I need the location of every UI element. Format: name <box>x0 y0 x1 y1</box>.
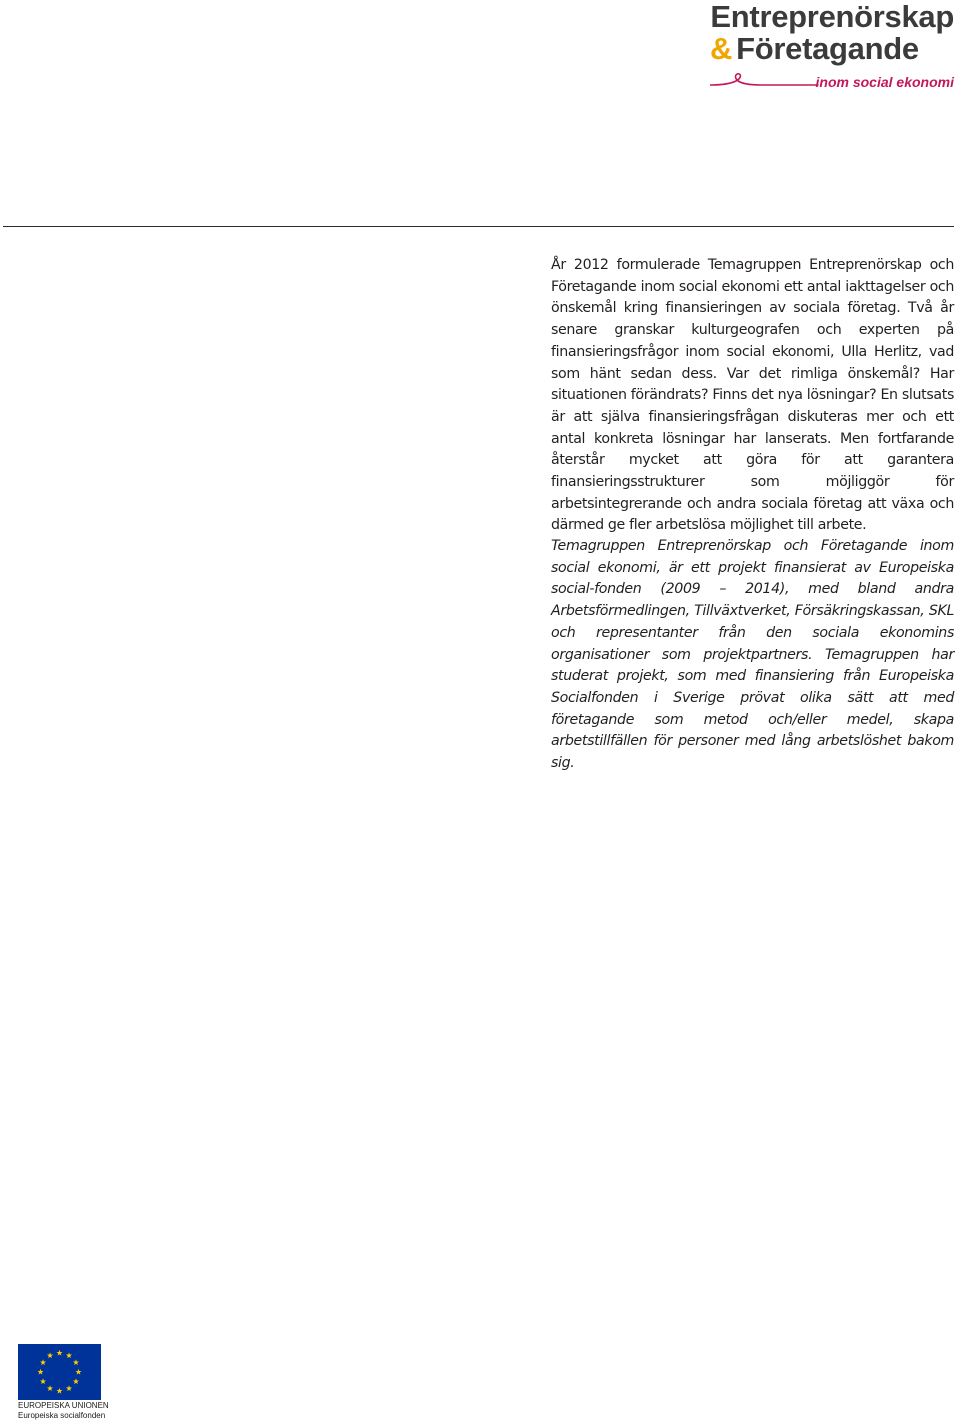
project-description-paragraph: Temagruppen Entreprenörskap och Företagande inom social ekonomi, är ett projekt finansierat av Europeiska social-fonden (2009 – 2014), med bland andra Arbetsförmedlingen, Tillväxtverket, Försäkringskassan, SKL och representanter från den sociala ekonomins organisationer som projektpartners. Temagruppen har studerat projekt, som med finansiering från Europeiska Socialfonden i Sverige prövat olika sätt att med företagande som metod och/eller medel, skapa arbetstillfällen för personer med lång arbetslöshet bakom sig. <box>551 538 954 772</box>
logo-title-line1: Entreprenörskap <box>710 0 954 34</box>
eu-caption-line1: EUROPEISKA UNIONEN <box>18 1401 109 1410</box>
eu-caption-line2: Europeiska socialfonden <box>18 1410 106 1420</box>
logo-title-line2 <box>710 31 919 67</box>
eu-caption <box>18 1401 109 1420</box>
logo-title-line2-text: Företagande <box>736 31 919 66</box>
logo-ampersand: & <box>710 31 733 66</box>
logo-swirl-icon <box>710 70 820 90</box>
eu-flag-icon <box>18 1344 101 1400</box>
header-divider <box>3 226 954 227</box>
publisher-logo <box>704 0 954 95</box>
intro-paragraph: År 2012 formulerade Temagruppen Entreprenörskap och Företagande inom social ekonomi ett antal iakttagelser och önskemål kring finansieringen av sociala företag. Två år senare granskar kulturgeografen och experten på finansieringsfrågor inom social ekonomi, Ulla Herlitz, vad som hänt sedan dess. Var det rimliga önskemål? Har situationen förändrats? Finns det nya lösningar? En slutsats är att själva finansieringsfrågan diskuteras mer och ett antal konkreta lösningar har lanserats. Men fortfarande återstår mycket att göra för att garantera finansieringsstrukturer som möjliggör för arbetsintegrerande och andra sociala företag att växa och därmed ge fler arbetslösa möjlighet till arbete. <box>551 257 954 534</box>
logo-tagline: inom social ekonomi <box>815 74 954 90</box>
eu-logo <box>18 1344 109 1420</box>
